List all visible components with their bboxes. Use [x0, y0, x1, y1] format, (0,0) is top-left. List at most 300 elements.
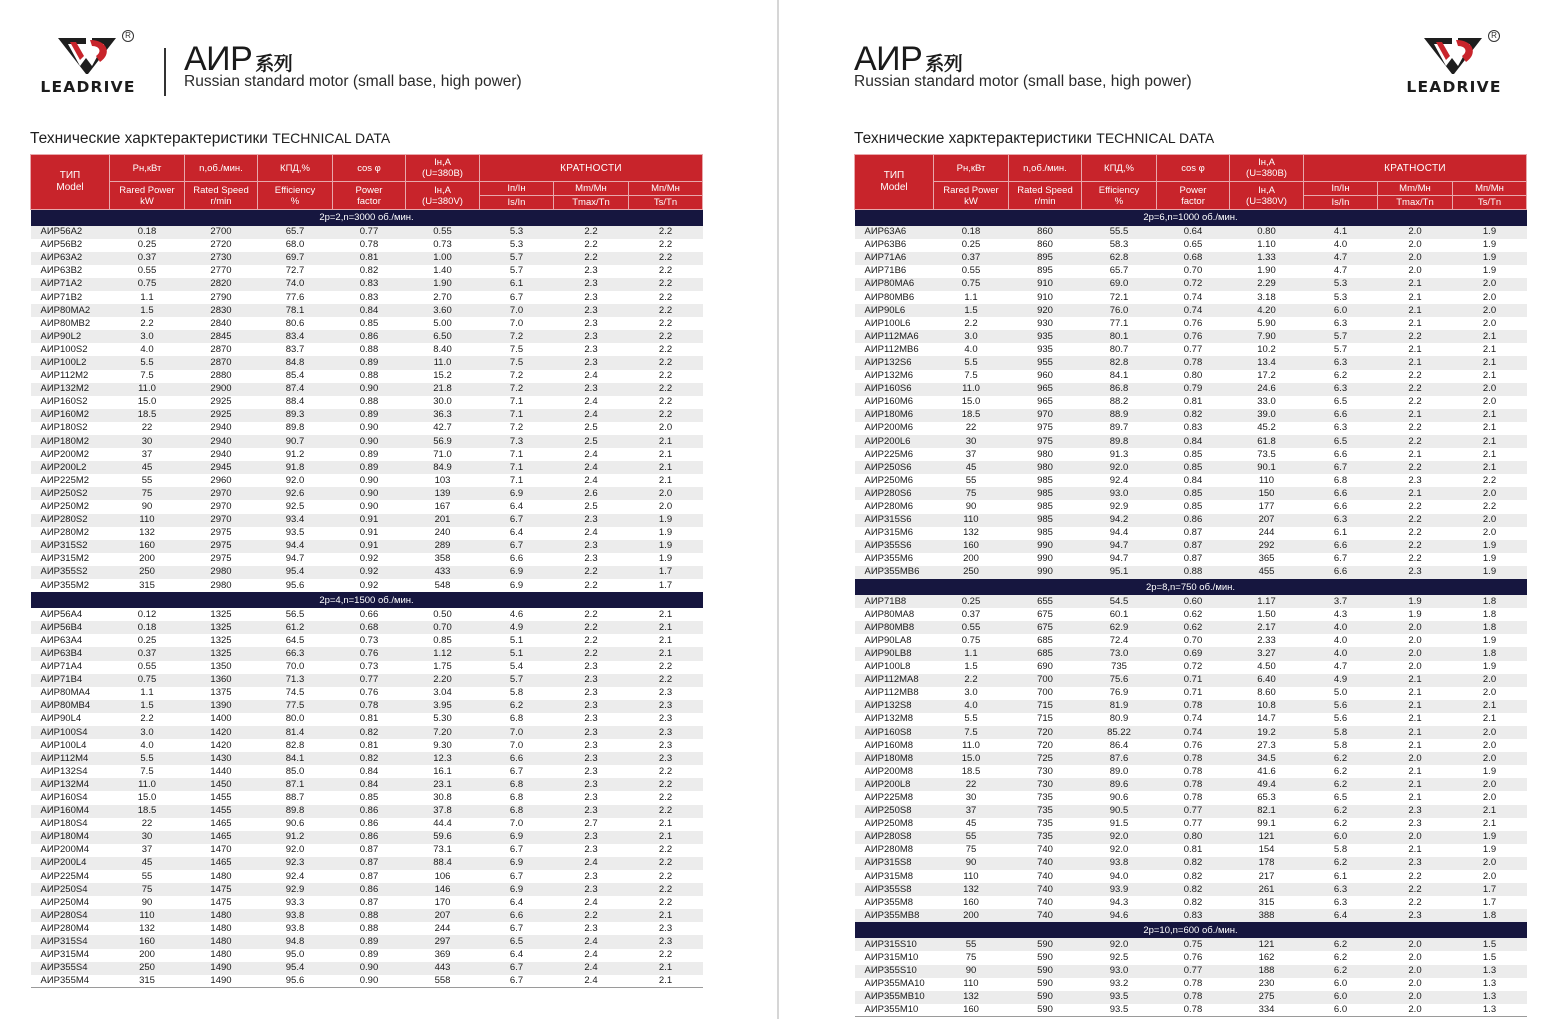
model-cell: АИР200L2 [31, 461, 110, 474]
col-speed-ru: n,об./мин. [1009, 155, 1082, 182]
table-row [31, 778, 703, 791]
pf-en2: factor [1181, 195, 1205, 207]
value-cell: 5.3 [1304, 291, 1378, 304]
model-cell: АИР355S8 [855, 883, 934, 896]
value-cell: 5.8 [1304, 726, 1378, 739]
value-cell: 6.8 [1304, 474, 1378, 487]
table-row [855, 317, 1527, 330]
table-row [855, 818, 1527, 831]
value-cell: 1.8 [1453, 595, 1527, 608]
value-cell: 2.1 [1378, 765, 1453, 778]
value-cell: 6.2 [1304, 965, 1378, 978]
value-cell: 33.0 [1230, 396, 1304, 409]
value-cell: 6.4 [1304, 909, 1378, 922]
model-cell: АИР160S2 [31, 396, 110, 409]
value-cell: 1.1 [934, 291, 1009, 304]
value-cell: 87.1 [258, 778, 333, 791]
value-cell: 895 [1009, 252, 1082, 265]
table-row [31, 975, 703, 988]
value-cell: 89.8 [258, 422, 333, 435]
value-cell: 5.6 [1304, 713, 1378, 726]
model-cell: АИР132M8 [855, 713, 934, 726]
table-row [855, 938, 1527, 951]
value-cell: 5.4 [480, 661, 554, 674]
value-cell: 89.8 [258, 805, 333, 818]
model-cell: АИР100L2 [31, 356, 110, 369]
table-row [31, 647, 703, 660]
header-model: Model [880, 182, 908, 193]
value-cell: 2.3 [629, 935, 703, 948]
value-cell: 11.0 [110, 778, 185, 791]
value-cell: 6.0 [1304, 991, 1378, 1004]
value-cell: 30 [110, 435, 185, 448]
table-row [855, 831, 1527, 844]
value-cell: 6.7 [480, 975, 554, 988]
table-row [855, 252, 1527, 265]
model-cell: АИР280S2 [31, 514, 110, 527]
value-cell: 2.1 [1453, 330, 1527, 343]
model-cell: АИР200M6 [855, 422, 934, 435]
value-cell: 1.10 [1230, 239, 1304, 252]
brand-logo [30, 30, 146, 100]
table-row [855, 330, 1527, 343]
value-cell: 2700 [185, 226, 258, 239]
value-cell: 1470 [185, 844, 258, 857]
value-cell: 94.4 [1082, 527, 1157, 540]
value-cell: 2.3 [554, 383, 629, 396]
value-cell: 0.85 [406, 634, 480, 647]
value-cell: 2.2 [1378, 422, 1453, 435]
value-cell: 2.1 [629, 435, 703, 448]
value-cell: 2770 [185, 265, 258, 278]
cur-ru1: Iн,A [1258, 157, 1275, 168]
value-cell: 2.1 [1453, 370, 1527, 383]
col-model-header [855, 155, 934, 210]
model-cell: АИР280M2 [31, 527, 110, 540]
value-cell: 0.25 [934, 239, 1009, 252]
value-cell: 160 [934, 540, 1009, 553]
value-cell: 37 [110, 844, 185, 857]
value-cell: 6.9 [480, 566, 554, 579]
value-cell: 0.70 [1157, 265, 1230, 278]
value-cell: 18.5 [110, 409, 185, 422]
value-cell: 11.0 [934, 739, 1009, 752]
value-cell: 188 [1230, 965, 1304, 978]
value-cell: 1490 [185, 962, 258, 975]
value-cell: 93.2 [1082, 978, 1157, 991]
table-row [31, 909, 703, 922]
value-cell: 2.2 [1453, 474, 1527, 487]
value-cell: 1475 [185, 896, 258, 909]
value-cell: 1.12 [406, 647, 480, 660]
spec-table-left [30, 154, 703, 988]
value-cell: 2.1 [1378, 739, 1453, 752]
value-cell: 0.90 [333, 383, 406, 396]
value-cell: 1465 [185, 818, 258, 831]
value-cell: 6.8 [480, 778, 554, 791]
value-cell: 93.0 [1082, 965, 1157, 978]
model-cell: АИР355MB8 [855, 909, 934, 922]
col-ratio1-en: Is/In [1304, 196, 1378, 210]
value-cell: 2.4 [554, 949, 629, 962]
value-cell: 275 [1230, 991, 1304, 1004]
value-cell: 94.4 [258, 540, 333, 553]
value-cell: 44.4 [406, 818, 480, 831]
model-cell: АИР80MA6 [855, 278, 934, 291]
table-row [855, 487, 1527, 500]
table-row [855, 634, 1527, 647]
model-cell: АИР80MB2 [31, 317, 110, 330]
value-cell: 132 [110, 527, 185, 540]
value-cell: 95.6 [258, 975, 333, 988]
value-cell: 2.2 [1378, 883, 1453, 896]
value-cell: 2.0 [1378, 239, 1453, 252]
col-ratio1-ru: Iп/Iн [1304, 182, 1378, 196]
col-power-ru: Рн,кВт [934, 155, 1009, 182]
table-row [855, 621, 1527, 634]
value-cell: 730 [1009, 765, 1082, 778]
value-cell: 0.64 [1157, 226, 1230, 239]
table-row [31, 409, 703, 422]
value-cell: 75 [934, 844, 1009, 857]
tech-title-ru-right: Технические харктерактеристики [854, 130, 1092, 147]
value-cell: 6.6 [1304, 566, 1378, 579]
value-cell: 0.12 [110, 608, 185, 621]
table-row [31, 435, 703, 448]
value-cell: 1.7 [629, 566, 703, 579]
value-cell: 2.2 [554, 621, 629, 634]
value-cell: 2.1 [629, 448, 703, 461]
value-cell: 6.4 [480, 527, 554, 540]
value-cell: 297 [406, 935, 480, 948]
model-cell: АИР315S6 [855, 514, 934, 527]
value-cell: 0.78 [1157, 778, 1230, 791]
model-cell: АИР280M6 [855, 500, 934, 513]
value-cell: 94.7 [1082, 540, 1157, 553]
table-row [31, 226, 703, 239]
value-cell: 2.4 [554, 396, 629, 409]
value-cell: 0.25 [110, 239, 185, 252]
value-cell: 75 [110, 487, 185, 500]
model-cell: АИР355MB10 [855, 991, 934, 1004]
value-cell: 2.2 [629, 883, 703, 896]
value-cell: 0.78 [333, 239, 406, 252]
value-cell: 2.1 [1453, 422, 1527, 435]
model-cell: АИР355S4 [31, 962, 110, 975]
model-cell: АИР180M8 [855, 752, 934, 765]
value-cell: 2.17 [1230, 621, 1304, 634]
value-cell: 132 [934, 527, 1009, 540]
model-cell: АИР200L6 [855, 435, 934, 448]
value-cell: 30 [934, 791, 1009, 804]
value-cell: 90 [934, 965, 1009, 978]
value-cell: 77.6 [258, 291, 333, 304]
value-cell: 0.84 [333, 778, 406, 791]
value-cell: 250 [110, 566, 185, 579]
value-cell: 2.1 [629, 608, 703, 621]
power-en: Rared Power [119, 184, 175, 196]
value-cell: 735 [1009, 805, 1082, 818]
model-cell: АИР71B4 [31, 674, 110, 687]
value-cell: 2.3 [629, 922, 703, 935]
value-cell: 980 [1009, 448, 1082, 461]
value-cell: 2.2 [629, 317, 703, 330]
header-divider [164, 48, 166, 96]
value-cell: 1430 [185, 752, 258, 765]
value-cell: 94.6 [1082, 909, 1157, 922]
value-cell: 2.1 [629, 909, 703, 922]
value-cell: 2.1 [629, 831, 703, 844]
value-cell: 5.7 [480, 252, 554, 265]
value-cell: 0.55 [934, 265, 1009, 278]
value-cell: 2820 [185, 278, 258, 291]
value-cell: 93.0 [1082, 487, 1157, 500]
value-cell: 1350 [185, 661, 258, 674]
eff-unit: % [1114, 195, 1124, 207]
value-cell: 0.71 [1157, 674, 1230, 687]
value-cell: 34.5 [1230, 752, 1304, 765]
value-cell: 5.8 [480, 687, 554, 700]
value-cell: 5.6 [1304, 700, 1378, 713]
value-cell: 82.8 [258, 739, 333, 752]
value-cell: 2.2 [629, 239, 703, 252]
value-cell: 2.2 [629, 674, 703, 687]
value-cell: 0.82 [333, 752, 406, 765]
value-cell: 4.1 [1304, 226, 1378, 239]
value-cell: 6.7 [480, 291, 554, 304]
value-cell: 15.0 [110, 791, 185, 804]
value-cell: 2845 [185, 330, 258, 343]
value-cell: 2.4 [554, 370, 629, 383]
value-cell: 388 [1230, 909, 1304, 922]
model-cell: АИР355MA10 [855, 978, 934, 991]
value-cell: 6.9 [480, 831, 554, 844]
model-cell: АИР90LA8 [855, 634, 934, 647]
value-cell: 1.5 [934, 304, 1009, 317]
value-cell: 990 [1009, 553, 1082, 566]
value-cell: 0.37 [934, 608, 1009, 621]
value-cell: 2.2 [629, 304, 703, 317]
value-cell: 0.80 [1157, 831, 1230, 844]
power-en: Rared Power [943, 184, 999, 196]
value-cell: 70.0 [258, 661, 333, 674]
value-cell: 2.2 [554, 579, 629, 592]
value-cell: 2.1 [1378, 304, 1453, 317]
value-cell: 0.89 [333, 935, 406, 948]
table-row [31, 422, 703, 435]
value-cell: 334 [1230, 1004, 1304, 1017]
value-cell: 0.88 [333, 909, 406, 922]
value-cell: 3.95 [406, 700, 480, 713]
table-row [31, 278, 703, 291]
value-cell: 0.85 [1157, 461, 1230, 474]
value-cell: 2.1 [1378, 278, 1453, 291]
value-cell: 0.82 [1157, 409, 1230, 422]
table-row [855, 474, 1527, 487]
value-cell: 2.2 [629, 252, 703, 265]
value-cell: 89.6 [1082, 778, 1157, 791]
value-cell: 2.3 [554, 700, 629, 713]
value-cell: 77.1 [1082, 317, 1157, 330]
value-cell: 0.92 [333, 566, 406, 579]
col-ratio1-ru: Iп/Iн [480, 182, 554, 196]
table-row [31, 700, 703, 713]
value-cell: 0.88 [333, 396, 406, 409]
table-row [31, 805, 703, 818]
brand-name-right: LEADRIVE [1406, 78, 1502, 96]
value-cell: 19.2 [1230, 726, 1304, 739]
model-cell: АИР280S6 [855, 487, 934, 500]
value-cell: 9.30 [406, 739, 480, 752]
value-cell: 1.9 [1453, 239, 1527, 252]
model-cell: АИР200M8 [855, 765, 934, 778]
model-cell: АИР180M2 [31, 435, 110, 448]
value-cell: 2880 [185, 370, 258, 383]
value-cell: 1.1 [110, 291, 185, 304]
value-cell: 6.3 [1304, 422, 1378, 435]
value-cell: 7.0 [480, 726, 554, 739]
table-row [31, 291, 703, 304]
value-cell: 91.2 [258, 448, 333, 461]
cur-en2: (U=380V) [422, 195, 463, 207]
value-cell: 6.1 [480, 278, 554, 291]
value-cell: 6.7 [1304, 553, 1378, 566]
value-cell: 1480 [185, 949, 258, 962]
tech-title-en: TECHNICAL DATA [272, 130, 391, 146]
value-cell: 90.6 [1082, 791, 1157, 804]
value-cell: 2.2 [1378, 553, 1453, 566]
table-row [31, 383, 703, 396]
value-cell: 2.0 [1378, 831, 1453, 844]
value-cell: 89.8 [1082, 435, 1157, 448]
value-cell: 2.4 [554, 975, 629, 988]
value-cell: 0.80 [1230, 226, 1304, 239]
value-cell: 58.3 [1082, 239, 1157, 252]
value-cell: 2.1 [1453, 356, 1527, 369]
value-cell: 740 [1009, 883, 1082, 896]
table-row [855, 870, 1527, 883]
value-cell: 5.7 [1304, 330, 1378, 343]
model-cell: АИР63B6 [855, 239, 934, 252]
value-cell: 3.04 [406, 687, 480, 700]
value-cell: 37 [110, 448, 185, 461]
value-cell: 207 [406, 909, 480, 922]
model-cell: АИР280M8 [855, 844, 934, 857]
table-row [855, 778, 1527, 791]
right-page [780, 0, 1544, 1019]
value-cell: 0.70 [406, 621, 480, 634]
value-cell: 90 [934, 857, 1009, 870]
value-cell: 94.3 [1082, 896, 1157, 909]
model-cell: АИР250S4 [31, 883, 110, 896]
value-cell: 81.4 [258, 726, 333, 739]
value-cell: 2.2 [629, 383, 703, 396]
value-cell: 76.9 [1082, 687, 1157, 700]
value-cell: 64.5 [258, 634, 333, 647]
value-cell: 160 [110, 540, 185, 553]
cur-en1: Iн,A [434, 184, 451, 196]
value-cell: 6.7 [480, 514, 554, 527]
value-cell: 2.0 [1453, 278, 1527, 291]
value-cell: 292 [1230, 540, 1304, 553]
value-cell: 2.5 [554, 422, 629, 435]
table-row [31, 935, 703, 948]
value-cell: 6.6 [1304, 540, 1378, 553]
value-cell: 59.6 [406, 831, 480, 844]
value-cell: 80.9 [1082, 713, 1157, 726]
value-cell: 22 [934, 778, 1009, 791]
value-cell: 0.79 [1157, 383, 1230, 396]
value-cell: 2.2 [1378, 870, 1453, 883]
value-cell: 162 [1230, 951, 1304, 964]
value-cell: 0.66 [333, 608, 406, 621]
value-cell: 433 [406, 566, 480, 579]
value-cell: 0.85 [1157, 448, 1230, 461]
value-cell: 6.4 [480, 949, 554, 962]
value-cell: 36.3 [406, 409, 480, 422]
table-row [855, 991, 1527, 1004]
table-row [31, 265, 703, 278]
value-cell: 0.75 [110, 674, 185, 687]
value-cell: 18.5 [934, 409, 1009, 422]
value-cell: 2.0 [629, 487, 703, 500]
value-cell: 1.5 [110, 304, 185, 317]
value-cell: 2.1 [629, 474, 703, 487]
value-cell: 6.6 [1304, 487, 1378, 500]
model-cell: АИР225M6 [855, 448, 934, 461]
model-cell: АИР112MA6 [855, 330, 934, 343]
value-cell: 358 [406, 553, 480, 566]
value-cell: 89.7 [1082, 422, 1157, 435]
value-cell: 2.2 [1378, 396, 1453, 409]
value-cell: 4.9 [480, 621, 554, 634]
value-cell: 2.3 [554, 356, 629, 369]
value-cell: 2.3 [554, 278, 629, 291]
value-cell: 1.9 [629, 527, 703, 540]
value-cell: 250 [110, 962, 185, 975]
model-cell: АИР250S2 [31, 487, 110, 500]
value-cell: 0.50 [406, 608, 480, 621]
value-cell: 590 [1009, 951, 1082, 964]
value-cell: 2870 [185, 343, 258, 356]
table-row [855, 291, 1527, 304]
value-cell: 2.3 [554, 739, 629, 752]
model-cell: АИР100L6 [855, 317, 934, 330]
value-cell: 0.89 [333, 461, 406, 474]
value-cell: 6.1 [1304, 870, 1378, 883]
value-cell: 1360 [185, 674, 258, 687]
table-row [31, 726, 703, 739]
model-cell: АИР80MA2 [31, 304, 110, 317]
table-row [31, 566, 703, 579]
value-cell: 2.1 [629, 647, 703, 660]
value-cell: 2.2 [934, 674, 1009, 687]
model-cell: АИР100L4 [31, 739, 110, 752]
table-row [31, 448, 703, 461]
table-row [31, 791, 703, 804]
table-row [855, 739, 1527, 752]
value-cell: 1.3 [1453, 991, 1527, 1004]
value-cell: 0.88 [333, 922, 406, 935]
model-cell: АИР71A6 [855, 252, 934, 265]
table-row [31, 252, 703, 265]
value-cell: 0.75 [110, 278, 185, 291]
col-eff-en [258, 182, 333, 210]
value-cell: 2.0 [1378, 965, 1453, 978]
value-cell: 1.5 [110, 700, 185, 713]
value-cell: 0.72 [1157, 661, 1230, 674]
value-cell: 0.90 [333, 975, 406, 988]
